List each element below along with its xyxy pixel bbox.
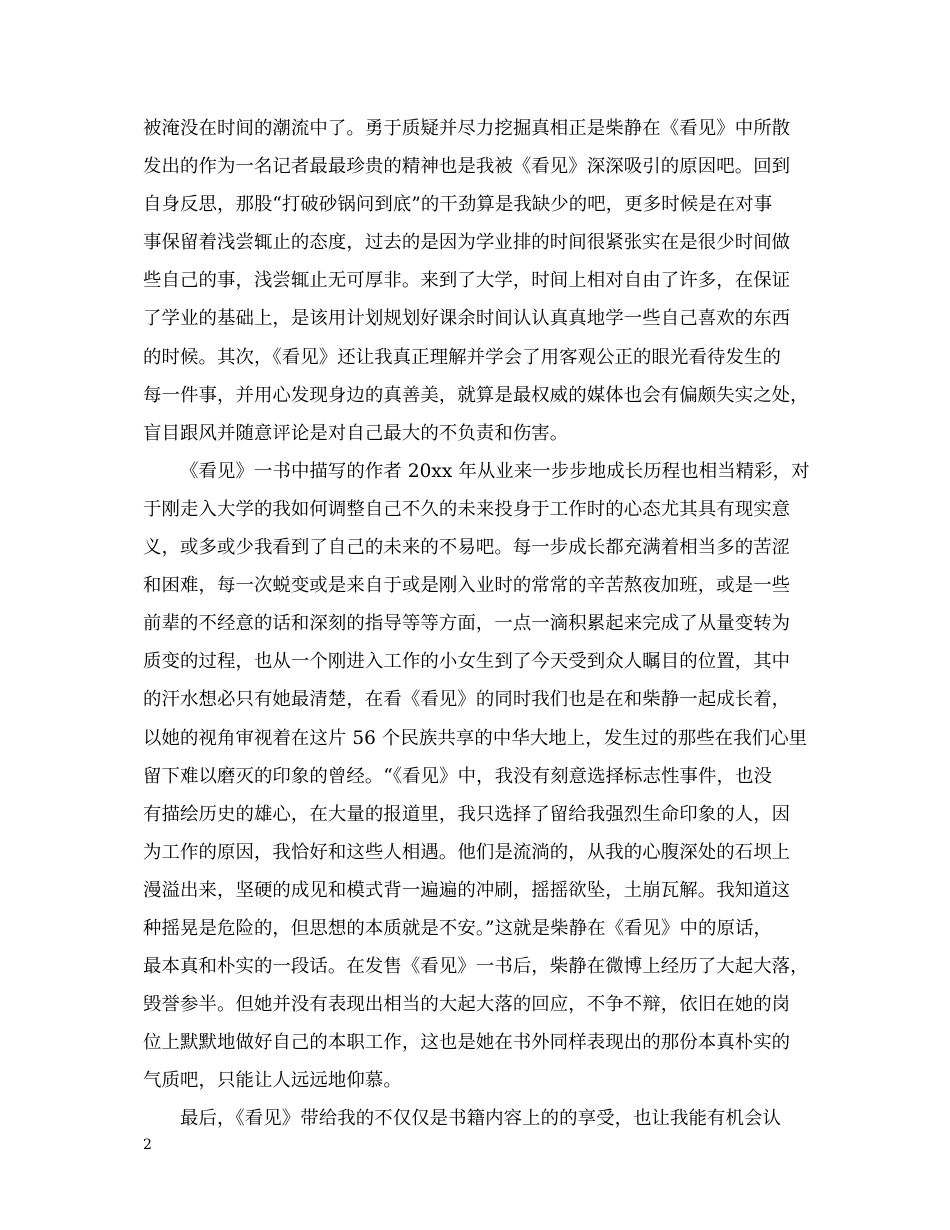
body-text bbox=[143, 110, 833, 1139]
text-line: 毁誉参半。但她并没有表现出相当的大起大落的回应，不争不辩，依旧在她的岗 bbox=[143, 994, 791, 1016]
text-line: 盲目跟风并随意评论是对自己最大的不负责和伤害。 bbox=[143, 422, 569, 444]
text-line: 留下难以磨灭的印象的曾经。“《看见》中，我没有刻意选择标志性事件，也没 bbox=[143, 765, 772, 787]
text-line: 和困难，每一次蜕变或是来自于或是刚入业时的常常的辛苦熬夜加班，或是一些 bbox=[143, 575, 791, 597]
text-line: 了学业的基础上，是该用计划规划好课余时间认认真真地学一些自己喜欢的东西 bbox=[143, 308, 791, 330]
text-line: 《看见》一书中描写的作者 20xx 年从业来一步步地成长历程也相当精彩，对 bbox=[180, 460, 810, 482]
text-line: 以她的视角审视着在这片 56 个民族共享的中华大地上，发生过的那些在我们心里 bbox=[143, 727, 808, 749]
text-line: 被淹没在时间的潮流中了。勇于质疑并尽力挖掘真相正是柴静在《看见》中所散 bbox=[143, 118, 791, 139]
text-line: 种摇晃是危险的，但思想的本质就是不安。”这就是柴静在《看见》中的原话， bbox=[143, 917, 772, 939]
text-line: 气质吧，只能让人远远地仰慕。 bbox=[143, 1070, 402, 1092]
text-line: 义，或多或少我看到了自己的未来的不易吧。每一步成长都充满着相当多的苦涩 bbox=[143, 537, 791, 559]
text-line: 漫溢出来，坚硬的成见和模式背一遍遍的冲刷，摇摇欲坠，土崩瓦解。我知道这 bbox=[143, 879, 791, 901]
text-line: 有描绘历史的雄心，在大量的报道里，我只选择了留给我强烈生命印象的人，因 bbox=[143, 803, 791, 825]
text-line: 的汗水想必只有她最清楚，在看《看见》的同时我们也是在和柴静一起成长着， bbox=[143, 689, 791, 711]
text-line: 的时候。其次，《看见》还让我真正理解并学会了用客观公正的眼光看待发生的 bbox=[143, 346, 781, 368]
text-line: 些自己的事，浅尝辄止无可厚非。来到了大学，时间上相对自由了许多，在保证 bbox=[143, 270, 791, 292]
text-line: 每一件事，并用心发现身边的真善美，就算是最权威的媒体也会有偏颇失实之处， bbox=[143, 384, 809, 406]
text-line: 发出的作为一名记者最最珍贵的精神也是我被《看见》深深吸引的原因吧。回到 bbox=[143, 156, 791, 178]
text-line: 自身反思，那股“打破砂锅问到底”的干劲算是我缺少的吧，更多时候是在对事 bbox=[143, 194, 773, 216]
text-line: 位上默默地做好自己的本职工作，这也是她在书外同样表现出的那份本真朴实的 bbox=[143, 1032, 791, 1054]
text-line: 为工作的原因，我恰好和这些人相遇。他们是流淌的，从我的心腹深处的石坝上 bbox=[143, 841, 791, 863]
text-line: 于刚走入大学的我如何调整自己不久的未来投身于工作时的心态尤其具有现实意 bbox=[143, 498, 791, 520]
text-line: 前辈的不经意的话和深刻的指导等等方面，一点一滴积累起来完成了从量变转为 bbox=[143, 613, 791, 635]
text-line: 质变的过程，也从一个刚进入工作的小女生到了今天受到众人瞩目的位置，其中 bbox=[143, 651, 791, 673]
text-line: 事保留着浅尝辄止的态度，过去的是因为学业排的时间很紧张实在是很少时间做 bbox=[143, 232, 791, 254]
page-number: 2 bbox=[143, 1137, 152, 1153]
text-line: 最本真和朴实的一段话。在发售《看见》一书后，柴静在微博上经历了大起大落， bbox=[143, 956, 809, 978]
text-line: 最后，《看见》带给我的不仅仅是书籍内容上的的享受，也让我能有机会认 bbox=[180, 1108, 781, 1130]
